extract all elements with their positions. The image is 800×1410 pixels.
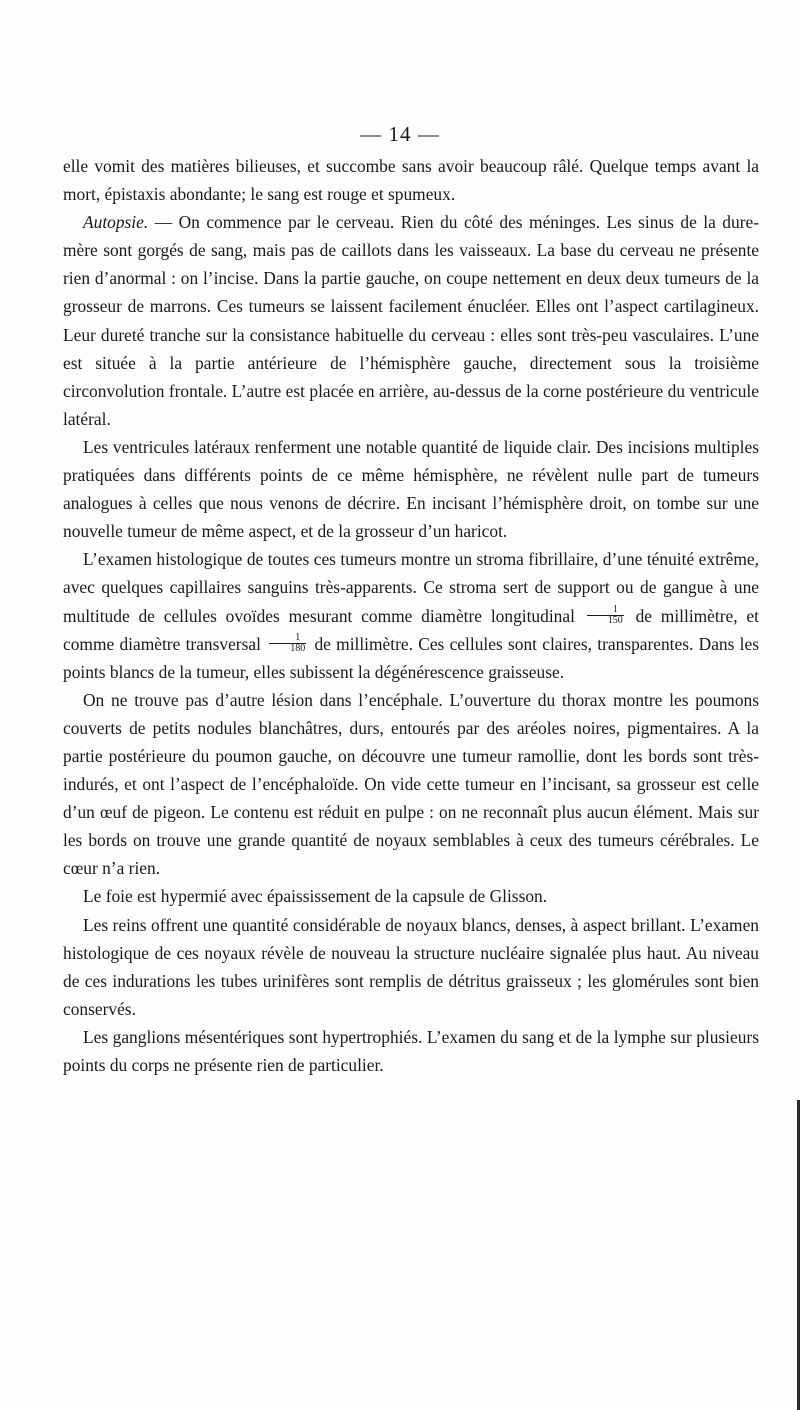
paragraph-ventricules	[63, 433, 759, 545]
paragraph-text: L’examen histologique de toutes ces tumeurs montre un stroma fibrillaire, d’une ténuité extrême, avec quelques capillaires sanguins très-apparents. Ce stroma sert de support ou de gangue à une multitude de cellules ovoïdes mesurant comme diamètre longitudinal	[63, 549, 759, 626]
page-number: — 14 —	[360, 122, 440, 146]
fraction-denominator: 150	[607, 615, 623, 626]
fraction-transversal	[269, 633, 306, 654]
body-text	[63, 152, 759, 1079]
paragraph-reins	[63, 911, 759, 1023]
paragraph-text: de millimètre. Ces cellules sont claires, transparentes. Dans les points blancs de la tumeur, elles subissent la dégénérescence graisseuse.	[63, 633, 759, 682]
fraction-longitudinal	[587, 605, 624, 626]
paragraph-text: Les ventricules latéraux renferment une notable quantité de liquide clair. Des incisions multiples pratiquées dans différents points de ce même hémisphère, ne révèlent nulle part de tumeurs analogues à celles que nous venons de décrire. En incisant l’hémisphère droit, on tombe sur une nouvelle tumeur de même aspect, et de la grosseur d’un haricot.	[63, 436, 759, 542]
paragraph-text: de millimètre, et comme diamètre transversal	[63, 605, 759, 654]
paragraph-examen-histologique	[63, 545, 759, 685]
section-label-autopsie: Autopsie.	[83, 212, 149, 233]
paragraph-text: elle vomit des matières bilieuses, et succombe sans avoir beaucoup râlé. Quelque temps avant la mort, épistaxis abondante; le sang est rouge et spumeux.	[63, 156, 759, 205]
fraction-denominator: 180	[290, 643, 306, 655]
paragraph-thorax	[63, 686, 759, 883]
paragraph-text: Les reins offrent une quantité considérable de noyaux blancs, denses, à aspect brillant. L’examen histologique de ces noyaux révèle de nouveau la structure nucléaire signalée plus haut. Au niveau de ces indurations les tubes urinifères sont remplis de détritus graisseux ; les glomérules sont bien conservés.	[63, 914, 759, 1019]
paragraph-ganglions	[63, 1023, 759, 1079]
paragraph-continuation	[63, 152, 759, 208]
paragraph-text: — On commence par le cerveau. Rien du côté des méninges. Les sinus de la dure-mère sont gorgés de sang, mais pas de caillots dans les vaisseaux. La base du cerveau ne présente rien d’anormal : on l’incise. Dans la partie gauche, on coupe nettement en deux deux tumeurs de la grosseur de marrons. Ces tumeurs se laissent facilement énucléer. Elles ont l’aspect cartilagineux. Leur dureté tranche sur la consistance habituelle du cerveau : elles sont très-peu vasculaires. L’une est située à la partie antérieure de l’hémisphère gauche, directement sous la troisième circonvolution frontale. L’autre est placée en arrière, au-dessus de la corne postérieure du ventricule latéral.	[63, 212, 759, 429]
paragraph-text: On ne trouve pas d’autre lésion dans l’encéphale. L’ouverture du thorax montre les poumons couverts de petits nodules blanchâtres, durs, entourés par des aréoles noires, pigmentaires. A la partie postérieure du poumon gauche, on découvre une tumeur ramollie, dont les bords sont très-indurés, et ont l’aspect de l’encéphaloïde. On vide cette tumeur en l’incisant, sa grosseur est celle d’un œuf de pigeon. Le contenu est réduit en pulpe : on ne reconnaît plus aucun élément. Mais sur les bords on trouve une grande quantité de noyaux semblables à ceux des tumeurs cérébrales. Le cœur n’a rien.	[63, 689, 759, 879]
paragraph-text: Le foie est hypermié avec épaississement de la capsule de Glisson.	[83, 886, 548, 907]
fraction-numerator: 1	[587, 605, 624, 616]
fraction-numerator: 1	[269, 633, 306, 644]
paragraph-text: Les ganglions mésentériques sont hypertrophiés. L’examen du sang et de la lymphe sur plusieurs points du corps ne présente rien de particulier.	[63, 1026, 759, 1075]
paragraph-foie	[63, 882, 759, 910]
paragraph-autopsie	[63, 208, 759, 433]
